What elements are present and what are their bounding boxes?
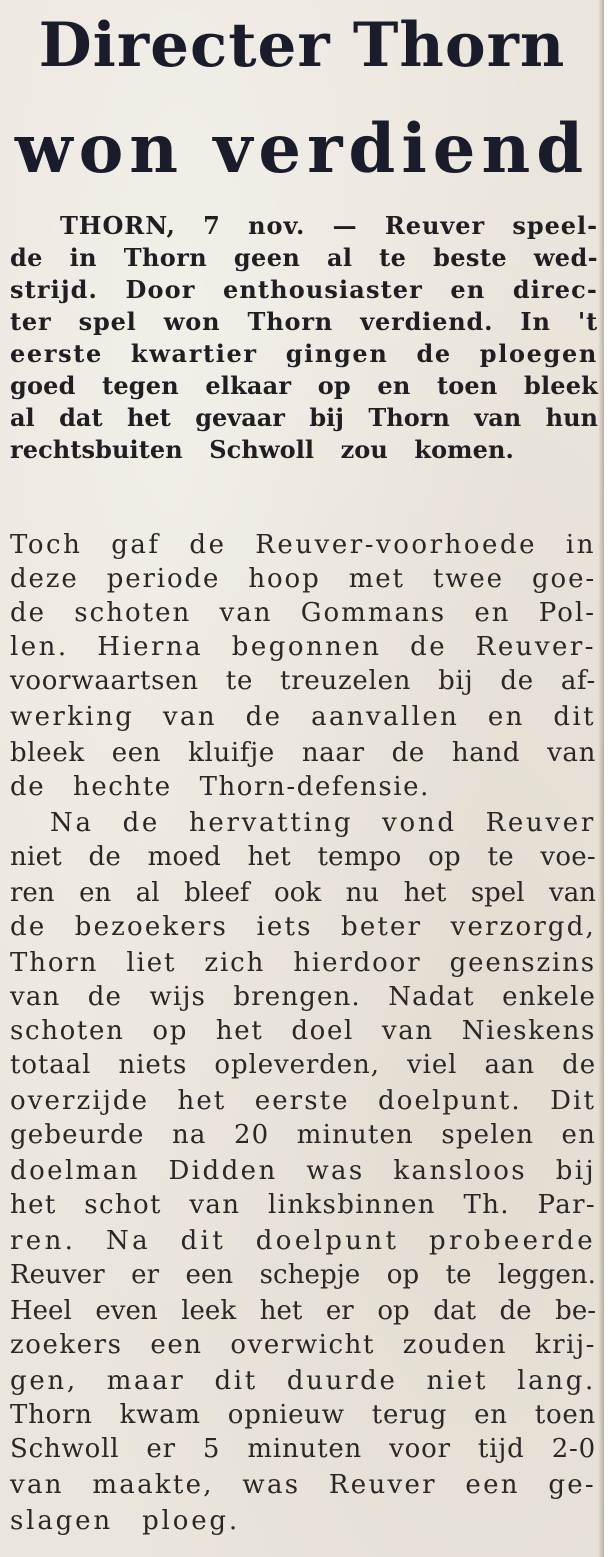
lead-line: de in Thorn geen al te beste wed- (10, 243, 598, 272)
headline-line-1: Directer Thorn (38, 10, 566, 81)
body-line: de hechte Thorn-defensie. (10, 772, 430, 802)
body-line: deze periode hoop met twee goe- (10, 564, 596, 594)
body-line: Na de hervatting vond Reuver (50, 808, 596, 838)
lead-line: goed tegen elkaar op en toen bleek (10, 371, 598, 400)
body-line: ren. Na dit doelpunt probeerde (10, 1226, 596, 1256)
body-line: doelman Didden was kansloos bij (10, 1156, 596, 1186)
body-line: Thorn kwam opnieuw terug en toen (10, 1400, 596, 1430)
body-line: gen, maar dit duurde niet lang. (10, 1366, 596, 1396)
body-line: de bezoekers iets beter verzorgd, (10, 912, 596, 942)
body-line: niet de moed het tempo op te voe- (10, 842, 596, 872)
body-line: van de wijs brengen. Nadat enkele (10, 982, 596, 1012)
lead-line: eerste kwartier gingen de ploegen (10, 339, 598, 368)
body-line: Thorn liet zich hierdoor geenszins (10, 948, 596, 978)
body-line: len. Hierna begonnen de Reuver- (10, 632, 596, 662)
lead-line: ter spel won Thorn verdiend. In 't (10, 307, 598, 336)
body-line: werking van de aanvallen en dit (10, 702, 596, 732)
body-line: ren en al bleef ook nu het spel van (10, 878, 596, 908)
body-line: van maakte, was Reuver een ge- (10, 1470, 596, 1500)
body-line: Toch gaf de Reuver-voorhoede in (10, 530, 596, 560)
body-line: het schot van linksbinnen Th. Par- (10, 1190, 596, 1220)
paper-edge-shadow (598, 0, 604, 1557)
body-line: totaal niets opleverden, viel aan de (10, 1050, 596, 1080)
body-line: zoekers een overwicht zouden krij- (10, 1330, 596, 1360)
body-line: gebeurde na 20 minuten spelen en (10, 1120, 596, 1150)
body-line: Heel even leek het er op dat de be- (10, 1296, 596, 1326)
body-line: slagen ploeg. (10, 1506, 240, 1536)
body-line: overzijde het eerste doelpunt. Dit (10, 1086, 596, 1116)
lead-line: THORN, 7 nov. — Reuver speel- (60, 211, 598, 240)
body-line: de schoten van Gommans en Pol- (10, 598, 596, 628)
lead-line: al dat het gevaar bij Thorn van hun (10, 403, 598, 432)
lead-line: rechtsbuiten Schwoll zou komen. (10, 435, 514, 464)
body-line: Schwoll er 5 minuten voor tijd 2-0 (10, 1434, 596, 1464)
body-line: Reuver er een schepje op te leggen. (10, 1260, 596, 1290)
body-line: schoten op het doel van Nieskens (10, 1016, 596, 1046)
headline-line-2: won verdiend (14, 109, 590, 188)
body-line: bleek een kluifje naar de hand van (10, 738, 596, 768)
lead-line: strijd. Door enthousiaster en direc- (10, 275, 598, 304)
body-line: voorwaartsen te treuzelen bij de af- (10, 666, 596, 696)
